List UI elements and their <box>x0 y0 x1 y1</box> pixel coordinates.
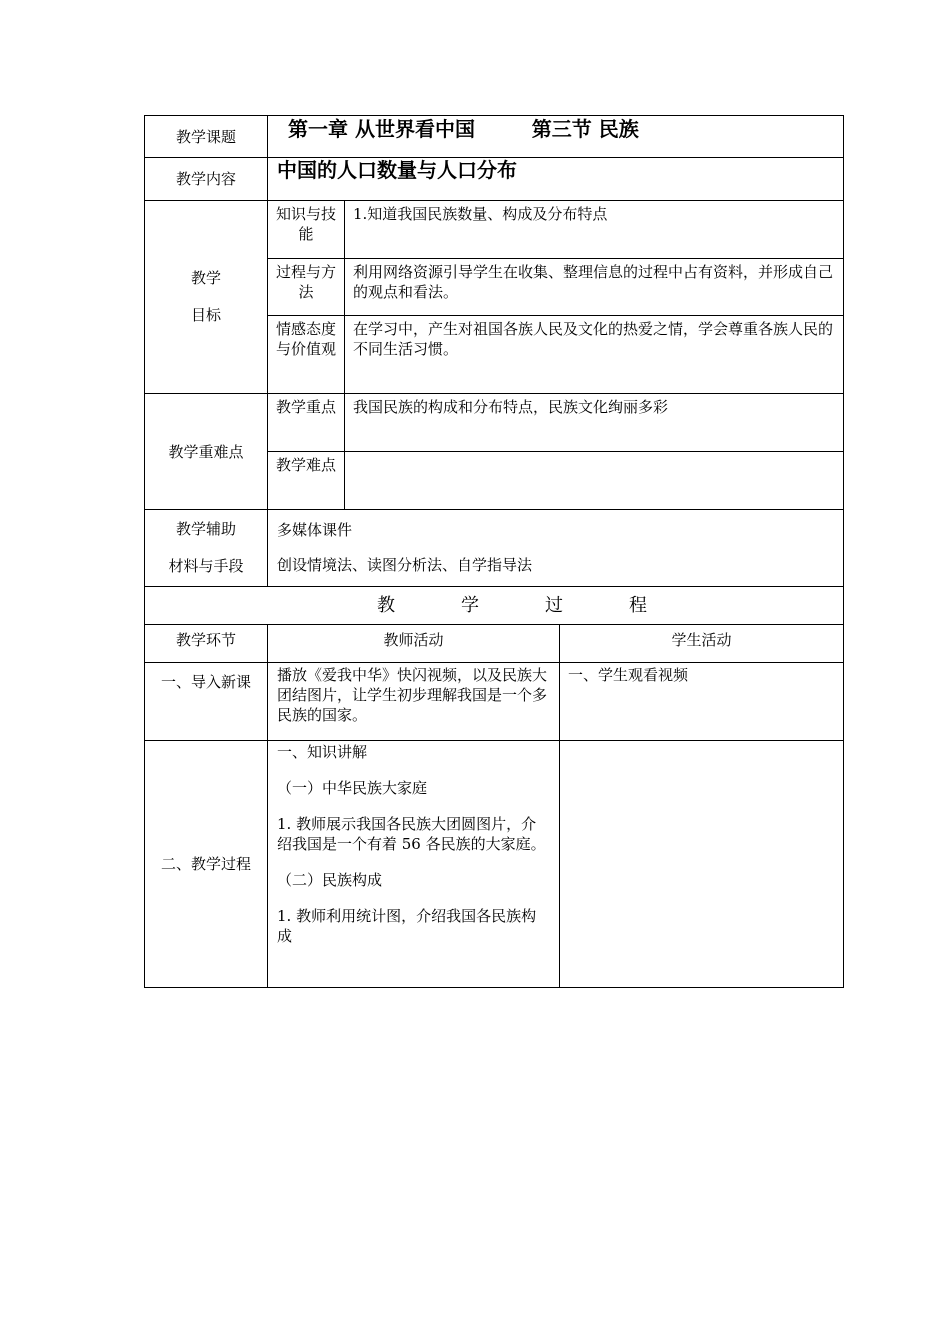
content-label: 教学内容 <box>145 158 268 201</box>
keypoint-name: 教学难点 <box>268 452 345 510</box>
goal-row-knowledge <box>145 201 844 259</box>
process-header-row <box>145 587 844 625</box>
section-title: 第三节 民族 <box>531 117 639 141</box>
chapter-title: 第一章 从世界看中国 <box>288 117 475 141</box>
lesson-plan-table <box>144 115 844 988</box>
aids-label-line1: 教学辅助 <box>175 520 236 538</box>
teacher-text: 1. 教师展示我国各民族大团圆图片，介绍我国是一个有着 56 各民族的大家庭。 <box>277 815 546 853</box>
aids-line2: 创设情境法、读图分析法、自学指导法 <box>277 556 533 574</box>
keypoint-name: 教学重点 <box>268 394 345 452</box>
student-header: 学生活动 <box>560 625 844 663</box>
teacher-header: 教师活动 <box>268 625 560 663</box>
process-char: 程 <box>629 594 647 616</box>
process-char: 教 <box>377 594 395 616</box>
keypoint-text: 我国民族的构成和分布特点，民族文化绚丽多彩 <box>345 394 844 452</box>
table-row <box>145 741 844 988</box>
teacher-text: （二）民族构成 <box>277 871 383 889</box>
teacher-text: （一）中华民族大家庭 <box>277 779 428 797</box>
content-text: 中国的人口数量与人口分布 <box>277 158 517 182</box>
student-cell <box>560 741 844 988</box>
goal-name: 过程与方法 <box>268 259 345 316</box>
column-header-row <box>145 625 844 663</box>
keypoint-text <box>345 452 844 510</box>
aids-label-line2: 材料与手段 <box>168 557 244 575</box>
keypoints-label: 教学重难点 <box>145 394 268 510</box>
goals-label-line1: 教学 <box>190 269 221 287</box>
goal-text: 在学习中，产生对祖国各族人民及文化的热爱之情，学会尊重各族人民的不同生活习惯。 <box>345 316 844 394</box>
teacher-text: 一、知识讲解 <box>277 743 368 761</box>
student-cell: 一、学生观看视频 <box>560 663 844 741</box>
teacher-text: 1. 教师利用统计图，介绍我国各民族构成 <box>277 907 537 945</box>
teacher-cell <box>268 741 560 988</box>
stage-cell: 一、导入新课 <box>145 663 268 741</box>
stage-header: 教学环节 <box>145 625 268 663</box>
goal-name: 知识与技能 <box>268 201 345 259</box>
goals-label <box>145 201 268 394</box>
topic-label: 教学课题 <box>145 116 268 158</box>
goal-text: 1.知道我国民族数量、构成及分布特点 <box>345 201 844 259</box>
content-row <box>145 158 844 201</box>
content-value <box>268 158 844 201</box>
process-char: 过 <box>545 594 563 616</box>
aids-row <box>145 510 844 587</box>
process-char: 学 <box>461 594 479 616</box>
teacher-text: 播放《爱我中华》快闪视频，以及民族大团结图片，让学生初步理解我国是一个多民族的国家。 <box>277 666 548 724</box>
stage-cell: 二、教学过程 <box>145 741 268 988</box>
goal-text: 利用网络资源引导学生在收集、整理信息的过程中占有资料，并形成自己的观点和看法。 <box>345 259 844 316</box>
process-header <box>145 587 844 625</box>
table-row <box>145 663 844 741</box>
teacher-cell <box>268 663 560 741</box>
keypoint-row-focus <box>145 394 844 452</box>
goals-label-line2: 目标 <box>190 306 221 324</box>
aids-value <box>268 510 844 587</box>
aids-line1: 多媒体课件 <box>277 521 353 539</box>
topic-value <box>268 116 844 158</box>
aids-label <box>145 510 268 587</box>
goal-name: 情感态度与价值观 <box>268 316 345 394</box>
topic-row <box>145 116 844 158</box>
